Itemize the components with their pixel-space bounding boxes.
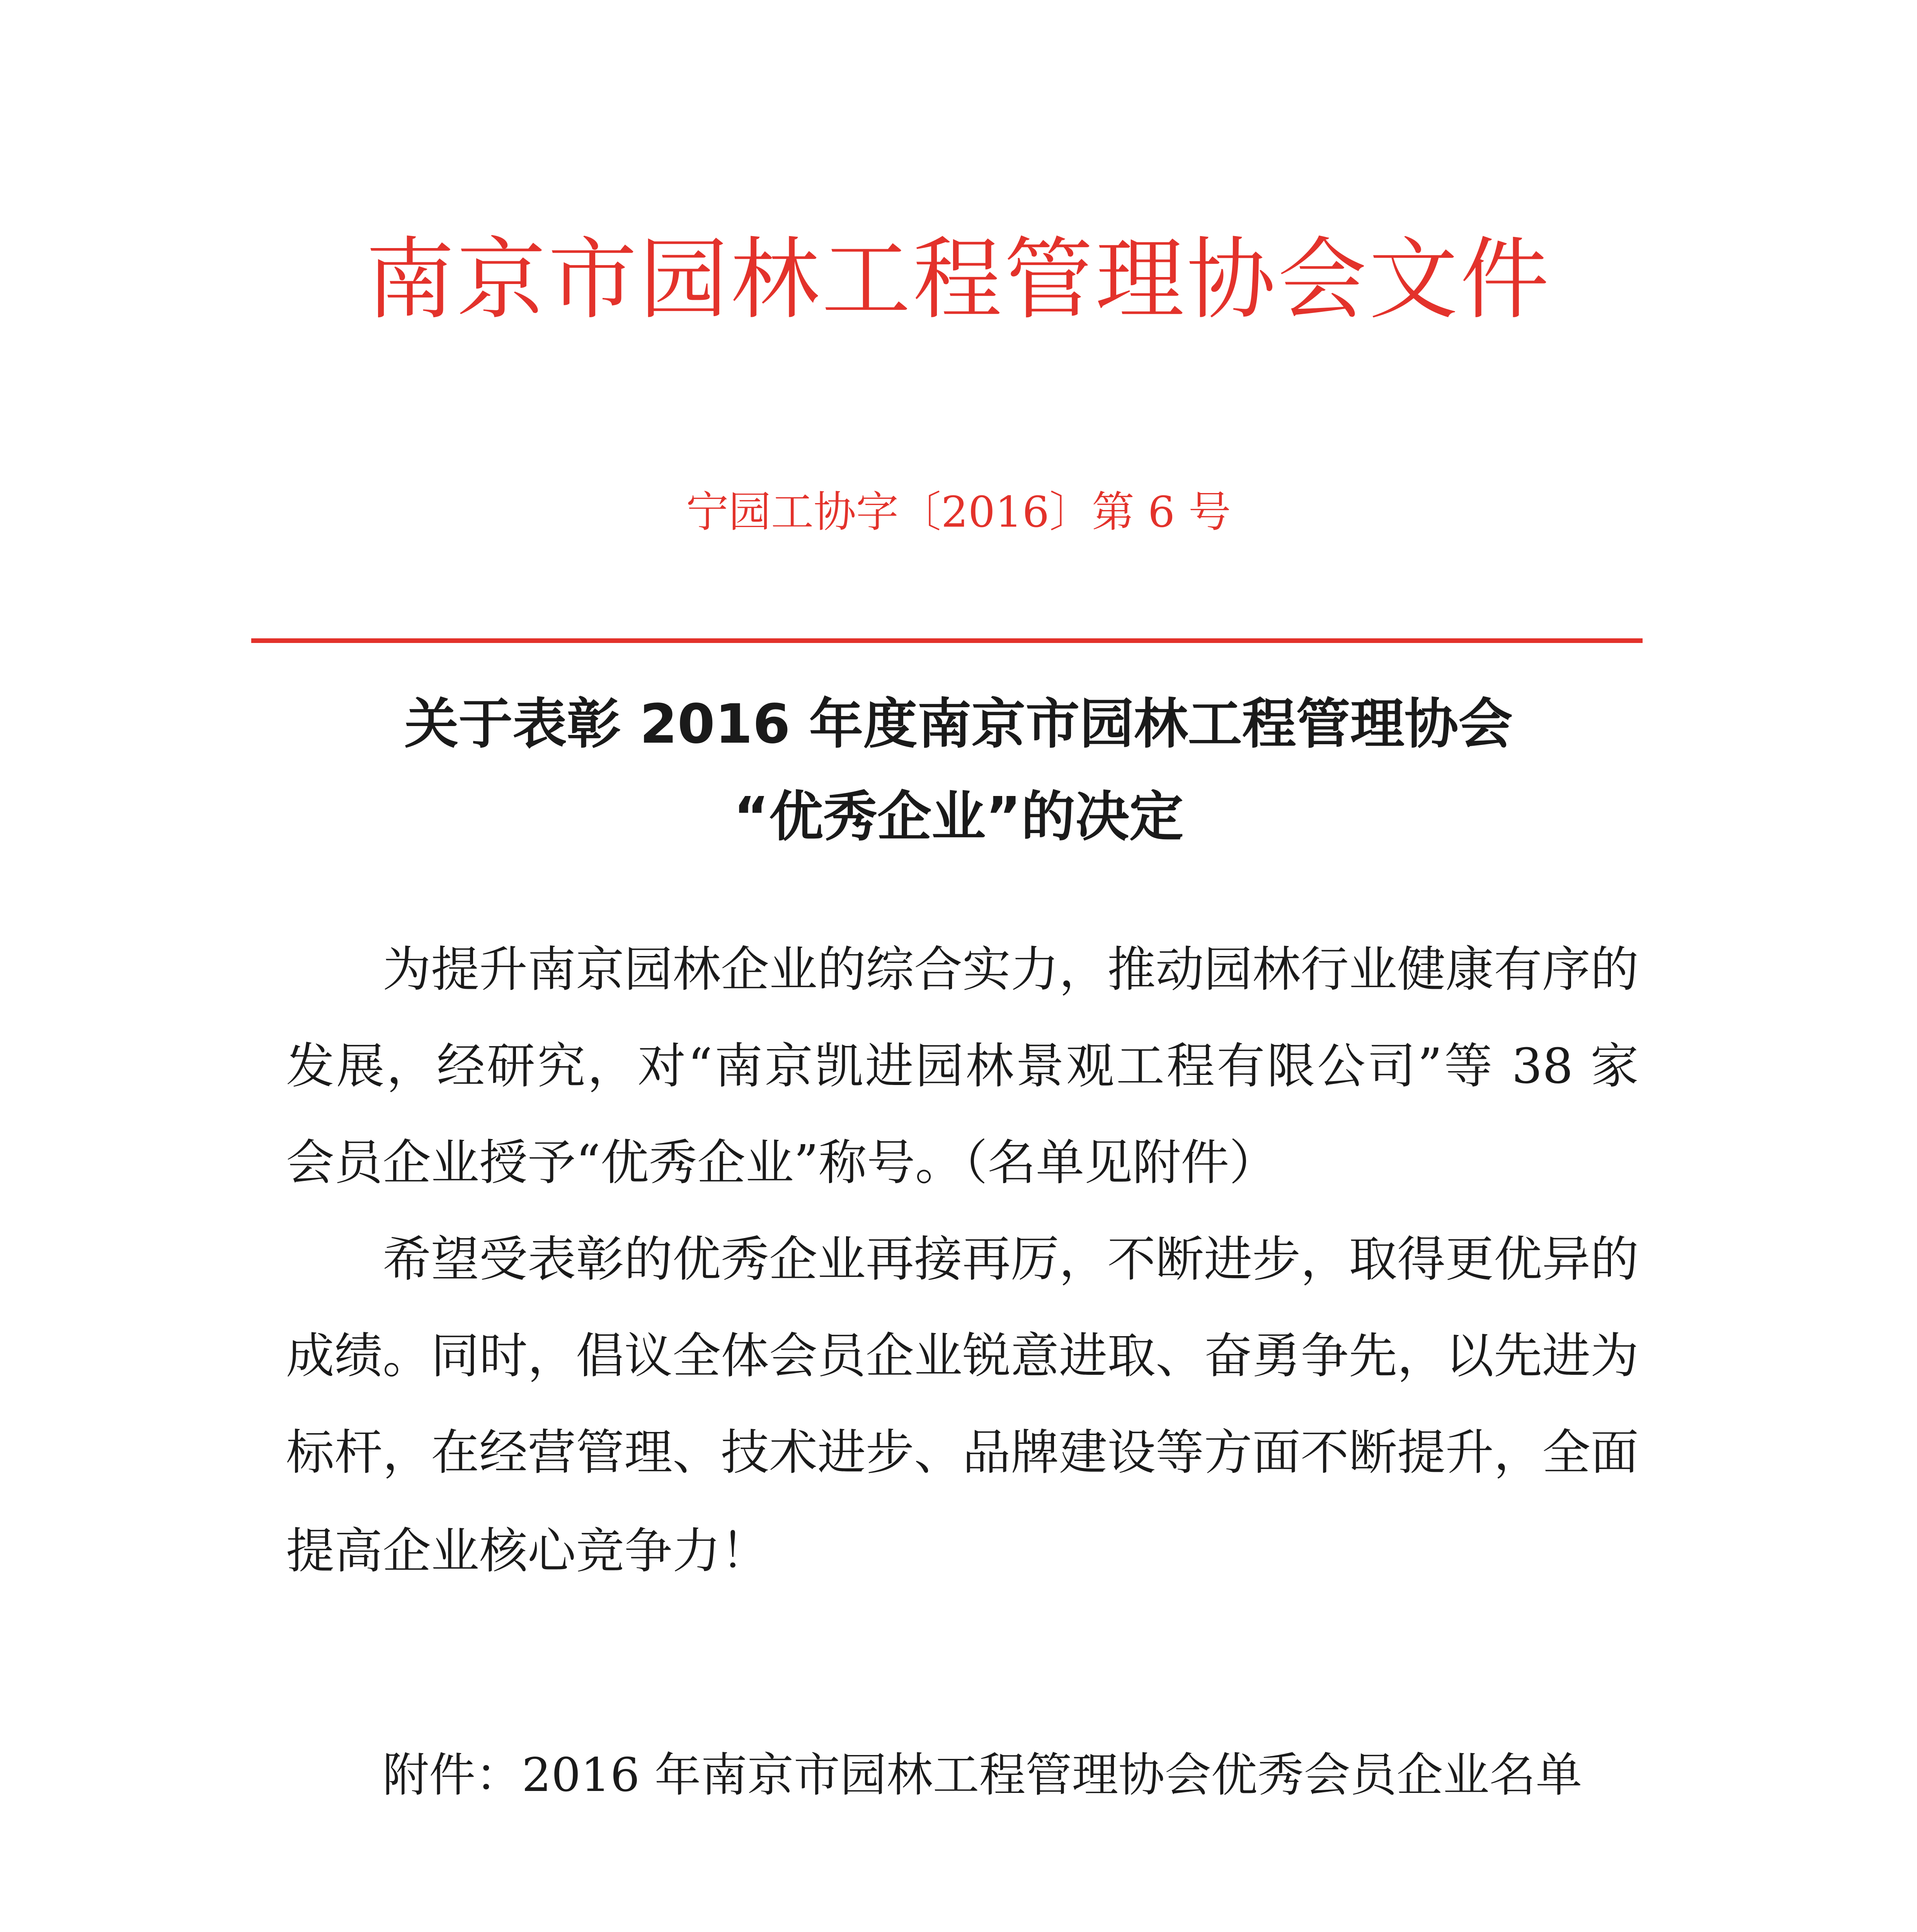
body-line-2: 发展，经研究，对“南京凯进园林景观工程有限公司”等 38 家 (286, 1038, 1639, 1094)
body-line-7: 提高企业核心竞争力！ (286, 1523, 769, 1579)
body-line-4: 希望受表彰的优秀企业再接再厉，不断进步，取得更优异的 (383, 1231, 1639, 1287)
red-divider-line (251, 638, 1643, 643)
document-number: 宁园工协字〔2016〕第 6 号 (686, 487, 1231, 537)
document-title-line-1: 关于表彰 2016 年度南京市园林工程管理协会 (404, 693, 1513, 756)
body-line-5: 成绩。同时，倡议全体会员企业锐意进取、奋勇争先，以先进为 (286, 1328, 1639, 1384)
body-line-3: 会员企业授予“优秀企业”称号。（名单见附件） (286, 1135, 1278, 1191)
document-header-title: 南京市园林工程管理协会文件 (365, 228, 1551, 332)
body-line-1: 为提升南京园林企业的综合实力，推动园林行业健康有序的 (383, 942, 1639, 998)
document-title-line-2: “优秀企业”的决定 (733, 786, 1184, 849)
body-line-6: 标杆，在经营管理、技术进步、品牌建设等方面不断提升，全面 (286, 1425, 1639, 1481)
attachment-note: 附件：2016 年南京市园林工程管理协会优秀会员企业名单 (383, 1748, 1582, 1802)
